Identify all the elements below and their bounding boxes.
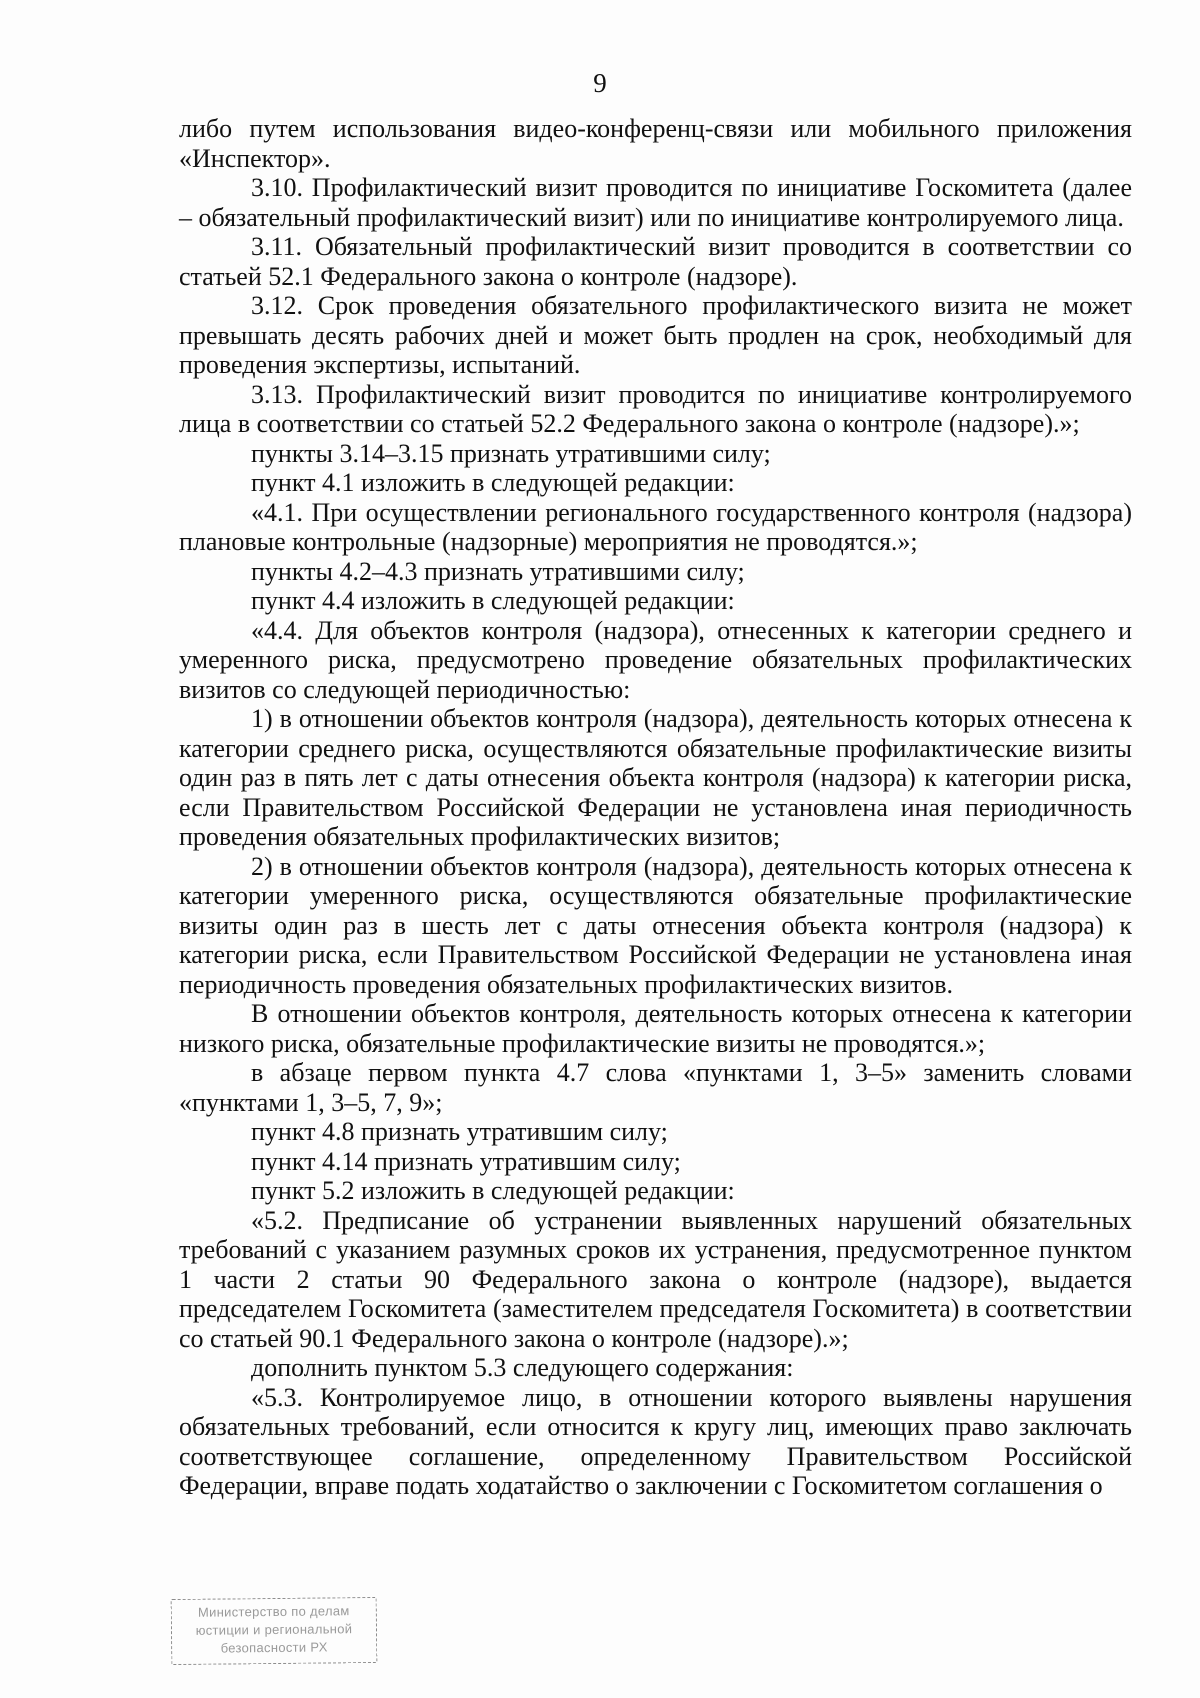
stamp-line: Министерство по делам — [197, 1603, 350, 1620]
document-body — [179, 114, 1132, 1501]
paragraph: 1) в отношении объектов контроля (надзора), деятельность которых отнесена к категории среднего риска, осуществляются обязательные профилактические визиты один раз в пять лет с даты отнесения объекта контроля (надзора) к категории риска, если Правительством Российской Федерации не установлена иная периодичность проведения обязательных профилактических визитов; — [179, 704, 1132, 851]
stamp-line: безопасности РХ — [220, 1639, 328, 1656]
paragraph: 3.10. Профилактический визит проводится по инициативе Госкомитета (далее – обязательный профилактический визит) или по инициативе контролируемого лица. — [179, 173, 1132, 232]
stamp-line: юстиции и региональной — [195, 1621, 353, 1638]
paragraph: пункты 4.2–4.3 признать утратившими силу; — [251, 556, 745, 586]
paragraph: пункт 4.8 признать утратившим силу; — [251, 1117, 668, 1146]
paragraph: «4.1. При осуществлении регионального государственного контроля (надзора) плановые контрольные (надзорные) мероприятия не проводятся.»; — [179, 497, 1132, 556]
paragraph: «5.3. Контролируемое лицо, в отношении которого выявлены нарушения обязательных требований, если относится к кругу лиц, имеющих право заключать соответствующее соглашение, определенному Правительством Российской Федерации, вправе подать ходатайство о заключении с Госкомитетом соглашения о — [179, 1382, 1132, 1500]
paragraph: 3.11. Обязательный профилактический визит проводится в соответствии со статьей 52.1 Федерального закона о контроле (надзоре). — [179, 232, 1132, 291]
paragraph: пункты 3.14–3.15 признать утратившими силу; — [251, 438, 771, 468]
paragraph: 3.13. Профилактический визит проводится по инициативе контролируемого лица в соответствии со статьей 52.2 Федерального закона о контроле (надзоре).»; — [179, 379, 1132, 438]
paragraph: 3.12. Срок проведения обязательного профилактического визита не может превышать десять рабочих дней и может быть продлен на срок, необходимый для проведения экспертизы, испытаний. — [179, 291, 1132, 379]
paragraph: дополнить пунктом 5.3 следующего содержания: — [251, 1353, 794, 1382]
paragraph: «5.2. Предписание об устранении выявленных нарушений обязательных требований с указанием разумных сроков их устранения, предусмотренное пунктом 1 части 2 статьи 90 Федерального закона о контроле (надзоре), выдается председателем Госкомитета (заместителем председателя Госкомитета) в соответствии со статьей 90.1 Федерального закона о контроле (надзоре).»; — [179, 1205, 1132, 1353]
paragraph: пункт 5.2 изложить в следующей редакции: — [251, 1176, 735, 1205]
page-number: 9 — [593, 68, 607, 98]
paragraph: либо путем использования видео-конференц-связи или мобильного приложения «Инспектор». — [179, 114, 1132, 173]
registration-stamp — [171, 1597, 378, 1665]
paragraph: «4.4. Для объектов контроля (надзора), отнесенных к категории среднего и умеренного риска, предусмотрено проведение обязательных профилактических визитов со следующей периодичностью: — [179, 615, 1132, 704]
paragraph: пункт 4.14 признать утратившим силу; — [251, 1146, 681, 1176]
paragraph: пункт 4.4 изложить в следующей редакции: — [251, 586, 735, 615]
paragraph: В отношении объектов контроля, деятельность которых отнесена к категории низкого риска, обязательные профилактические визиты не проводятся.»; — [179, 999, 1132, 1058]
paragraph: 2) в отношении объектов контроля (надзора), деятельность которых отнесена к категории умеренного риска, осуществляются обязательные профилактические визиты один раз в шесть лет с даты отнесения объекта контроля (надзора) к категории риска, если Правительством Российской Федерации не установлена иная периодичность проведения обязательных профилактических визитов. — [179, 851, 1132, 999]
paragraph: пункт 4.1 изложить в следующей редакции: — [251, 468, 735, 497]
paragraph: в абзаце первом пункта 4.7 слова «пунктами 1, 3–5» заменить словами «пунктами 1, 3–5, 7, 9»; — [179, 1058, 1132, 1117]
